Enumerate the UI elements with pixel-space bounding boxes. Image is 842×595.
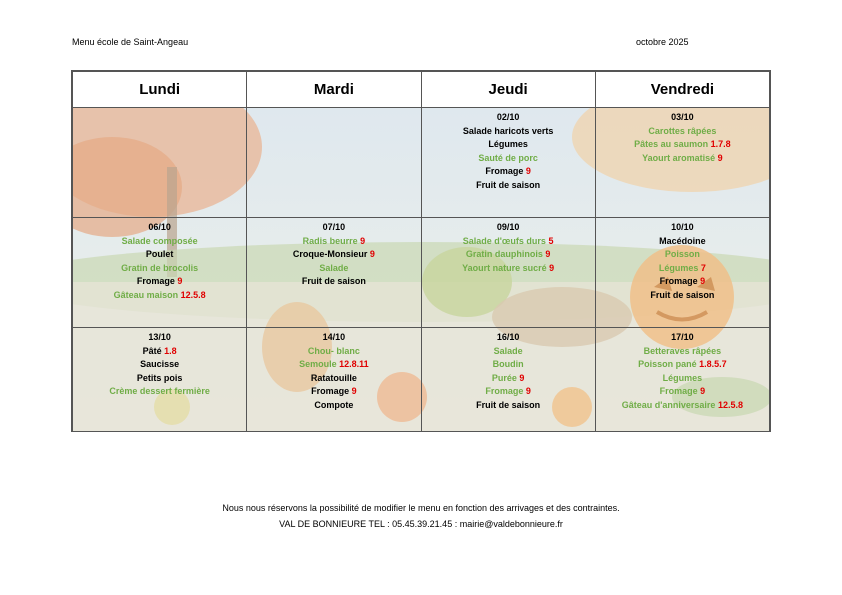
dish-name: Yaourt aromatisé: [642, 152, 716, 163]
dish-name: Crème dessert fermière: [109, 386, 210, 396]
dish-name: Fromage: [311, 386, 350, 396]
week-row: [73, 218, 770, 328]
menu-date: 17/10: [671, 332, 694, 342]
dish-name: Saucisse: [140, 359, 180, 369]
allergen-codes: 1.8.5.7: [699, 359, 727, 369]
menu-item: [422, 248, 595, 262]
menu-item: [596, 345, 769, 359]
dish-name: Poisson pané: [638, 359, 697, 369]
menu-table: [71, 70, 771, 432]
day-menu-cell: [73, 218, 247, 328]
menu-date: 10/10: [671, 222, 694, 232]
month-label: octobre 2025: [636, 37, 689, 47]
dish-name: Poulet: [145, 249, 174, 259]
menu-date: 16/10: [496, 332, 520, 342]
dish-name: Pâtes au saumon: [634, 139, 709, 149]
allergen-codes: 9: [525, 166, 531, 176]
dish-name: Légumes: [662, 372, 703, 383]
menu-item: [422, 262, 595, 276]
menu-item: [596, 262, 769, 276]
menu-item: [73, 275, 246, 289]
allergen-codes: 7: [700, 262, 706, 273]
dish-name: Purée: [491, 372, 517, 383]
menu-item: [422, 125, 595, 139]
menu-item: [596, 235, 769, 249]
menu-item: [596, 385, 769, 399]
menu-item: [73, 358, 246, 372]
day-menu-cell: [73, 328, 247, 433]
menu-item: [422, 399, 595, 413]
dish-name: Sauté de porc: [478, 152, 538, 163]
dish-name: Fromage: [659, 276, 698, 286]
menu-item: [247, 385, 420, 399]
disclaimer-text: Nous nous réservons la possibilité de modifier le menu en fonction des arrivages et des contraintes.: [222, 503, 620, 513]
dish-name: Radis beurre: [302, 235, 358, 246]
menu-item: [73, 248, 246, 262]
dish-name: Fruit de saison: [650, 289, 715, 300]
menu-item: [422, 138, 595, 152]
menu-item: [596, 358, 769, 372]
allergen-codes: 9: [549, 262, 555, 273]
menu-item: [422, 235, 595, 249]
menu-item: [596, 138, 769, 152]
dish-name: Gratin de brocolis: [121, 262, 199, 273]
allergen-codes: 1.7.8: [710, 139, 731, 149]
allergen-codes: 12.8.11: [339, 359, 369, 369]
day-header: Vendredi: [595, 72, 769, 108]
menu-item: [596, 399, 769, 413]
day-menu-cell: [595, 218, 769, 328]
menu-item: [422, 358, 595, 372]
dish-name: Macédoine: [659, 235, 706, 246]
dish-name: Salade composée: [121, 235, 198, 246]
day-menu-cell: [247, 108, 421, 218]
menu-item: [422, 152, 595, 166]
dish-name: Betteraves râpées: [643, 345, 722, 356]
day-menu-cell: [421, 218, 595, 328]
day-menu-cell: [247, 218, 421, 328]
dish-name: Salade d'œufs durs: [462, 235, 546, 246]
menu-item: [596, 248, 769, 262]
dish-name: Fromage: [485, 386, 524, 396]
dish-name: Fruit de saison: [476, 399, 541, 410]
dish-name: Fromage: [659, 386, 698, 396]
menu-item: [73, 372, 246, 386]
allergen-codes: 9: [177, 276, 183, 286]
menu-item: [73, 289, 246, 303]
contact-text: VAL DE BONNIEURE TEL : 05.45.39.21.45 : mairie@valdebonnieure.fr: [279, 519, 563, 529]
allergen-codes: 9: [369, 249, 375, 259]
allergen-codes: 9: [717, 152, 723, 163]
dish-name: Légumes: [658, 262, 699, 273]
day-header: Mardi: [247, 72, 421, 108]
menu-item: [596, 125, 769, 139]
menu-item: [422, 165, 595, 179]
dish-name: Poisson: [664, 249, 700, 259]
menu-date: 14/10: [322, 332, 346, 342]
day-menu-cell: [73, 108, 247, 218]
menu-date: 03/10: [671, 112, 694, 122]
dish-name: Compote: [314, 399, 354, 410]
dish-name: Chou- blanc: [307, 345, 360, 356]
menu-item: [422, 345, 595, 359]
dish-name: Ratatouille: [310, 372, 357, 383]
allergen-codes: 9: [545, 249, 551, 259]
day-menu-cell: [421, 108, 595, 218]
allergen-codes: 9: [360, 235, 366, 246]
menu-item: [596, 289, 769, 303]
dish-name: Semoule: [299, 359, 337, 369]
week-row: [73, 108, 770, 218]
allergen-codes: 9: [700, 276, 706, 286]
menu-date: 07/10: [322, 222, 346, 232]
dish-name: Carottes râpées: [648, 125, 717, 136]
dish-name: Fromage: [485, 166, 524, 176]
dish-name: Fruit de saison: [301, 276, 366, 286]
menu-item: [596, 152, 769, 166]
allergen-codes: 5: [548, 235, 554, 246]
dish-name: Boudin: [492, 359, 524, 369]
dish-name: Gratin dauphinois: [465, 249, 543, 259]
day-menu-cell: [421, 328, 595, 433]
week-row: [73, 328, 770, 433]
allergen-codes: 12.5.8: [180, 289, 206, 300]
day-menu-cell: [247, 328, 421, 433]
menu-item: [247, 262, 420, 276]
menu-item: [247, 275, 420, 289]
day-menu-cell: [595, 108, 769, 218]
allergen-codes: 9: [351, 386, 357, 396]
dish-name: Fruit de saison: [476, 179, 541, 190]
day-menu-cell: [595, 328, 769, 433]
allergen-codes: 9: [700, 386, 706, 396]
menu-item: [247, 399, 420, 413]
allergen-codes: 9: [525, 386, 531, 396]
menu-date: 13/10: [148, 332, 171, 342]
dish-name: Salade haricots verts: [462, 125, 554, 136]
dish-name: Salade: [493, 345, 523, 356]
menu-item: [247, 358, 420, 372]
menu-item: [247, 235, 420, 249]
allergen-codes: 1.8: [164, 345, 177, 356]
menu-item: [596, 372, 769, 386]
dish-name: Yaourt nature sucré: [462, 262, 547, 273]
menu-item: [73, 385, 246, 399]
school-name: Menu école de Saint-Angeau: [72, 37, 189, 47]
dish-name: Gâteau d'anniversaire: [621, 399, 716, 410]
menu-item: [247, 345, 420, 359]
menu-item: [73, 345, 246, 359]
allergen-codes: 12.5.8: [717, 399, 743, 410]
day-header-row: [73, 72, 770, 108]
dish-name: Légumes: [488, 139, 528, 149]
menu-item: [247, 248, 420, 262]
menu-item: [73, 235, 246, 249]
menu-date: 09/10: [496, 222, 520, 232]
dish-name: Petits pois: [136, 372, 183, 383]
dish-name: Pâté: [142, 345, 162, 356]
menu-item: [596, 275, 769, 289]
menu-date: 02/10: [496, 112, 520, 122]
dish-name: Gâteau maison: [113, 289, 179, 300]
allergen-codes: 9: [519, 372, 525, 383]
dish-name: Salade: [319, 262, 349, 273]
dish-name: Croque-Monsieur: [292, 249, 368, 259]
menu-item: [247, 372, 420, 386]
dish-name: Fromage: [136, 276, 175, 286]
menu-item: [422, 372, 595, 386]
menu-item: [422, 385, 595, 399]
day-header: Lundi: [73, 72, 247, 108]
day-header: Jeudi: [421, 72, 595, 108]
menu-date: 06/10: [148, 222, 171, 232]
menu-item: [73, 262, 246, 276]
menu-item: [422, 179, 595, 193]
